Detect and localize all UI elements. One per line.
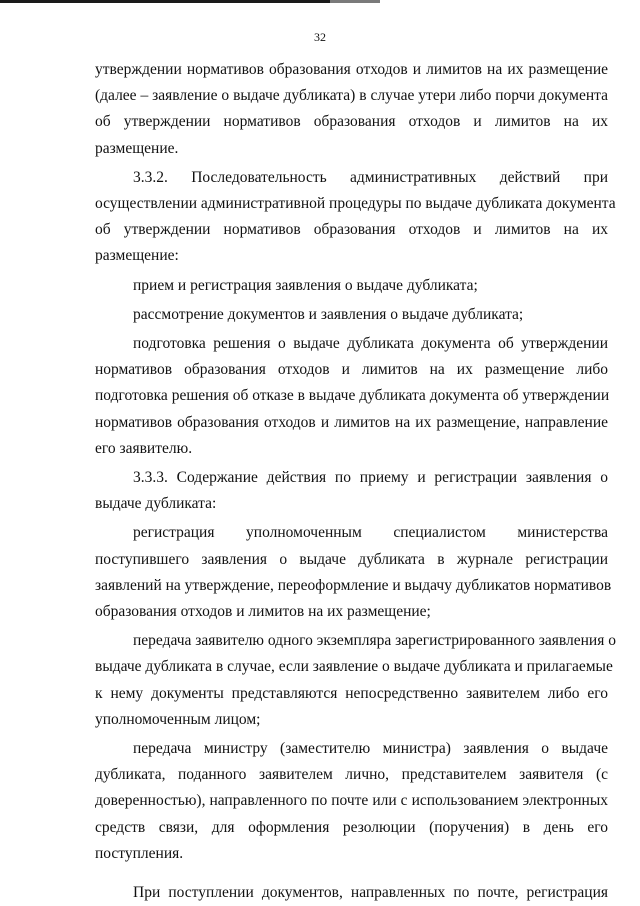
paragraph (95, 273, 608, 299)
text-line: осуществлении административной процедуры по выдаче дубликата документа (95, 195, 616, 213)
paragraph (95, 465, 608, 517)
text-line: поступления. (95, 844, 184, 862)
paragraph (95, 520, 612, 625)
text-line: дубликата, поданного заявителем лично, представителем заявителя (с (95, 766, 608, 784)
text-line: При поступлении документов, направленных по почте, регистрация (133, 884, 608, 902)
text-line: выдаче дубликата: (95, 495, 217, 513)
paragraph (95, 165, 616, 270)
text-line: образования отходов и лимитов на их размещение; (95, 603, 431, 621)
text-line: рассмотрение документов и заявления о выдаче дубликата; (133, 305, 524, 323)
text-line: нормативов образования отходов и лимитов на их размещение, направление (95, 413, 608, 431)
text-line: об утверждении нормативов образования отходов и лимитов на их (95, 113, 608, 131)
text-line: нормативов образования отходов и лимитов на их размещение либо (95, 361, 608, 379)
paragraph (95, 302, 608, 328)
text-line: уполномоченным лицом; (95, 710, 261, 728)
document-body (95, 57, 616, 906)
text-line: 3.3.3. Содержание действия по приему и регистрации заявления о (133, 469, 608, 487)
text-line: подготовка решения о выдаче дубликата документа об утверждении (133, 335, 608, 353)
text-line: 3.3.2. Последовательность административных действий при (133, 168, 608, 186)
text-line: регистрация уполномоченным специалистом министерства (133, 524, 608, 542)
text-line: об утверждении нормативов образования отходов и лимитов на их (95, 221, 608, 239)
paragraph (95, 331, 608, 462)
text-line: средств связи, для оформления резолюции (поручения) в день его (95, 818, 608, 836)
text-line: выдаче дубликата в случае, если заявление о выдаче дубликата и прилагаемые (95, 658, 613, 676)
text-line: его заявителю. (95, 439, 193, 457)
text-line: доверенностью), направленного по почте или с использованием электронных (95, 792, 608, 810)
paragraph (95, 880, 608, 906)
text-line: утверждении нормативов образования отходов и лимитов на их размещение (95, 61, 608, 78)
paragraph (95, 628, 616, 733)
text-line: подготовка решения об отказе в выдаче дубликата документа об утверждении (95, 387, 610, 405)
scan-top-rule-faint (330, 0, 380, 3)
text-line: размещение: (95, 247, 179, 265)
page-number: 32 (314, 30, 326, 44)
paragraph (95, 736, 608, 867)
paragraph (95, 57, 608, 162)
text-line: передача министру (заместителю министра) заявления о выдаче (133, 740, 608, 758)
text-line: размещение. (95, 139, 179, 157)
text-line: к нему документы представляются непосредственно заявителем либо его (95, 684, 608, 702)
text-line: поступившего заявления о выдаче дубликата в журнале регистрации (95, 550, 608, 568)
scan-top-rule (0, 0, 380, 3)
text-line: передача заявителю одного экземпляра зарегистрированного заявления о (133, 632, 616, 650)
text-line: (далее – заявление о выдаче дубликата) в случае утери либо порчи документа (95, 87, 608, 105)
text-line: заявлений на утверждение, переоформление и выдачу дубликатов нормативов (95, 576, 612, 594)
text-line: прием и регистрация заявления о выдаче дубликата; (133, 276, 478, 294)
